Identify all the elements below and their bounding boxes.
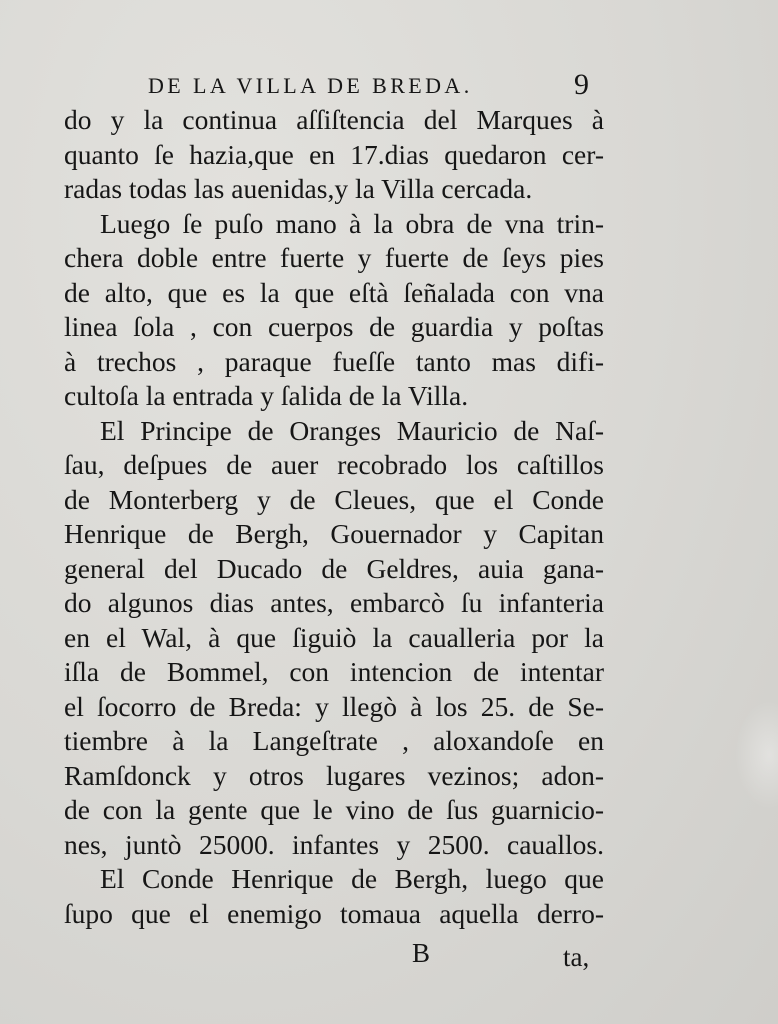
catchword: ta, xyxy=(563,942,590,972)
text-line: nes, juntò 25000. infantes y 2500. cauallos. xyxy=(64,828,604,860)
text-line: tiembre à la Langeſtrate , aloxandoſe en xyxy=(64,725,604,756)
text-line: chera doble entre fuerte y fuerte de ſeys pies xyxy=(64,242,604,273)
text-line: de Monterberg y de Cleues, que el Conde xyxy=(64,483,604,515)
paper-stain xyxy=(735,700,778,810)
text-line: linea ſola , con cuerpos de guardia y poſtas xyxy=(64,311,604,342)
text-line: en el Wal, à que ſiguiò la caualleria por la xyxy=(64,621,604,653)
running-head: DE LA VILLA DE BREDA. xyxy=(148,73,473,98)
text-line: el ſocorro de Breda: y llegò à los 25. de Se- xyxy=(64,690,604,722)
text-line: quanto ſe hazia,que en 17.dias quedaron cer- xyxy=(64,138,604,170)
text-line: ſupo que el enemigo tomaua aquella derro- xyxy=(64,897,604,929)
body-text xyxy=(64,103,604,931)
text-line: Luego ſe puſo mano à la obra de vna trin- xyxy=(100,207,604,239)
signature-mark: B xyxy=(412,938,431,968)
text-line: El Principe de Oranges Mauricio de Naſ- xyxy=(100,414,604,446)
text-line: general del Ducado de Geldres, auia gana- xyxy=(64,552,604,584)
page-number: 9 xyxy=(574,68,589,101)
text-line: Ramſdonck y otros lugares vezinos; adon- xyxy=(64,759,604,791)
text-line: do algunos dias antes, embarcò ſu infanteria xyxy=(64,587,604,618)
text-line: à trechos , paraque fueſſe tanto mas difi- xyxy=(64,345,604,377)
text-line: de alto, que es la que eſtà ſeñalada con vna xyxy=(64,276,604,308)
text-line: de con la gente que le vino de ſus guarnicio- xyxy=(64,794,604,825)
text-line: El Conde Henrique de Bergh, luego que xyxy=(100,863,604,894)
text-line: Henrique de Bergh, Gouernador y Capitan xyxy=(64,518,604,549)
text-line: ſau, deſpues de auer recobrado los caſtillos xyxy=(64,449,604,480)
text-line: cultoſa la entrada y ſalida de la Villa. xyxy=(64,380,469,411)
text-line: radas todas las auenidas,y la Villa cercada. xyxy=(64,173,533,204)
text-line: do y la continua aſſiſtencia del Marques à xyxy=(64,104,604,135)
text-line: iſla de Bommel, con intencion de intentar xyxy=(64,656,604,687)
